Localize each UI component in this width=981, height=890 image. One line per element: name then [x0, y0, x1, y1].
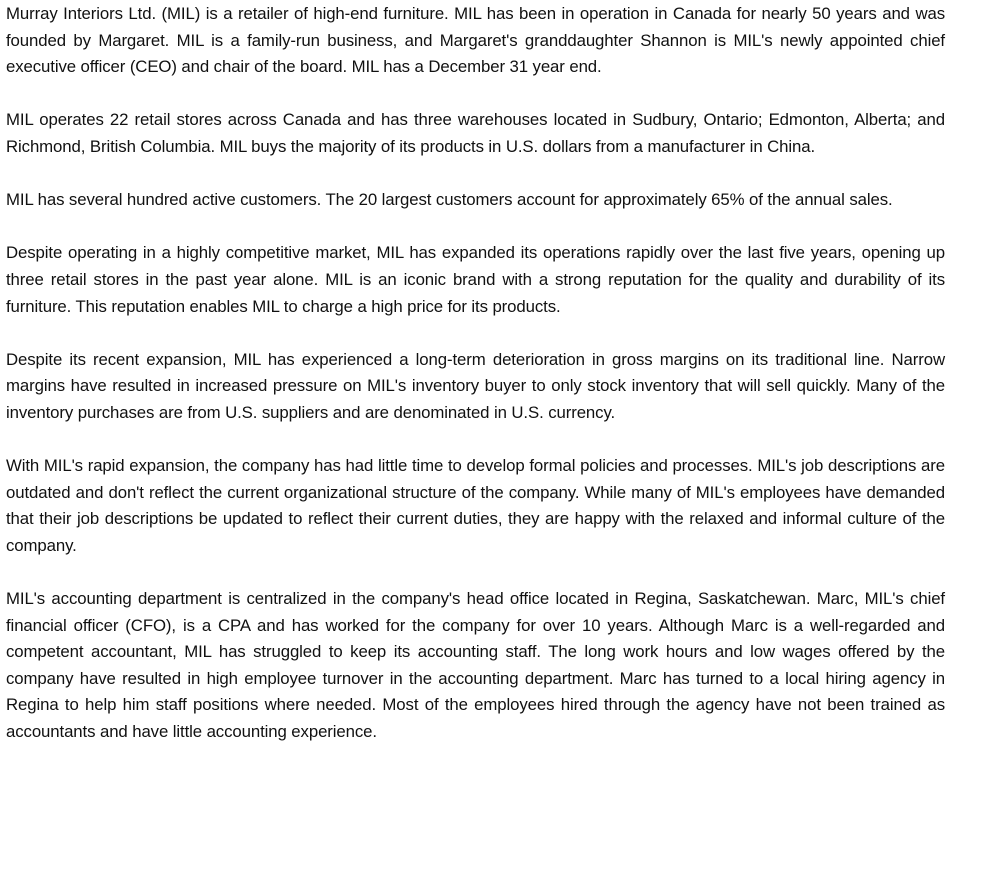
paragraph-expansion: Despite operating in a highly competitive market, MIL has expanded its operations rapidly over the last five years, opening up three retail stores in the past year alone. MIL is an iconic brand with a strong reputation for the quality and durability of its furniture. This reputation enables MIL to charge a high price for its products. [6, 243, 945, 316]
paragraph-company-overview: Murray Interiors Ltd. (MIL) is a retailer of high-end furniture. MIL has been in operation in Canada for nearly 50 years and was founded by Margaret. MIL is a family-run business, and Margaret's granddaughter Shannon is MIL's newly appointed chief executive officer (CEO) and chair of the board. MIL has a December 31 year end. [6, 4, 945, 77]
paragraph-policies: With MIL's rapid expansion, the company has had little time to develop formal policies and processes. MIL's job descriptions are outdated and don't reflect the current organizational structure of the company. While many of MIL's employees have demanded that their job descriptions be updated to reflect their current duties, they are happy with the relaxed and informal culture of the company. [6, 456, 945, 555]
paragraph-customers: MIL has several hundred active customers. The 20 largest customers account for approximately 65% of the annual sales. [6, 190, 893, 210]
paragraph-operations: MIL operates 22 retail stores across Canada and has three warehouses located in Sudbury, Ontario; Edmonton, Alberta; and Richmond, British Columbia. MIL buys the majority of its products in U.S. dollars from a manufacturer in China. [6, 110, 945, 156]
paragraph-gross-margins: Despite its recent expansion, MIL has experienced a long-term deterioration in gross margins on its traditional line. Narrow margins have resulted in increased pressure on MIL's inventory buyer to only stock inventory that will sell quickly. Many of the inventory purchases are from U.S. suppliers and are denominated in U.S. currency. [6, 349, 945, 422]
paragraph-accounting-department: MIL's accounting department is centralized in the company's head office located in Regina, Saskatchewan. Marc, MIL's chief financial officer (CFO), is a CPA and has worked for the company for over 10 years. Although Marc is a well-regarded and competent accountant, MIL has struggled to keep its accounting staff. The long work hours and low wages offered by the company have resulted in high employee turnover in the accounting department. Marc has turned to a local hiring agency in Regina to help him staff positions where needed. Most of the employees hired through the agency have not been trained as accountants and have little accounting experience. [6, 589, 945, 742]
